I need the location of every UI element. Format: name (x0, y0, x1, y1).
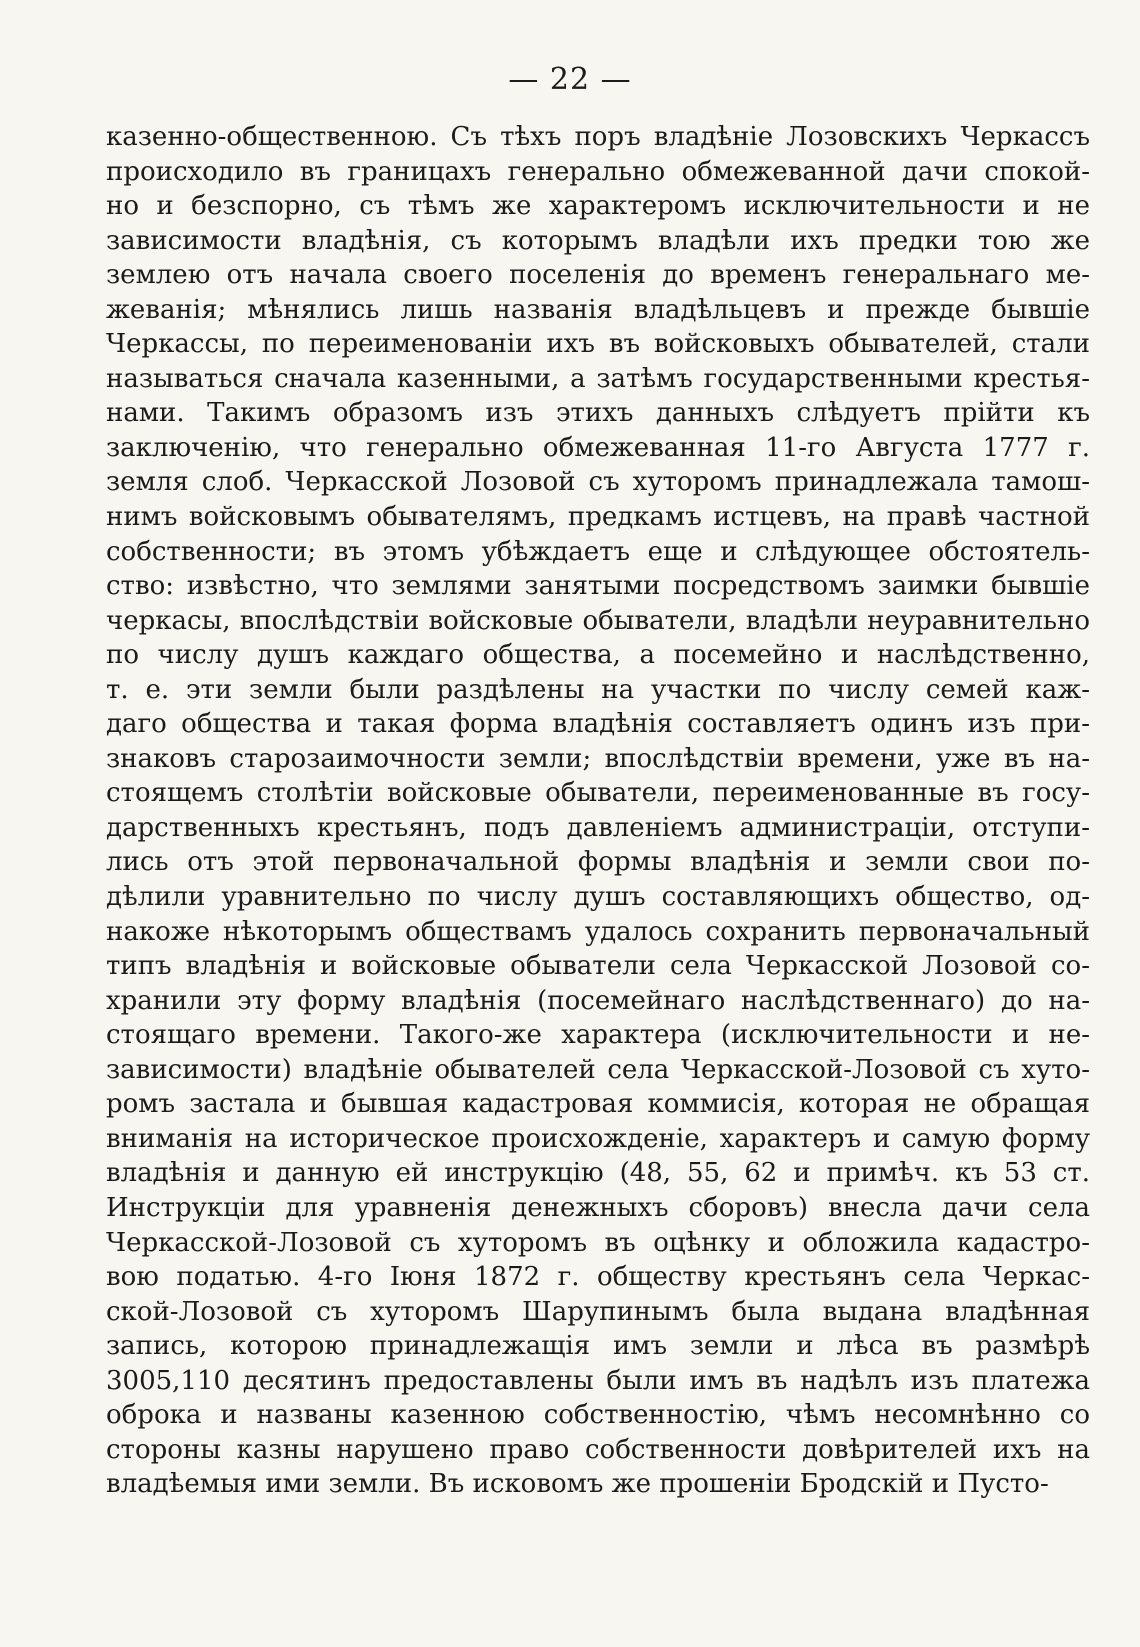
text-line: типъ владѣнія и войсковые обыватели села Черкасской Лозовой со- (106, 951, 1090, 982)
text-line: происходило въ границахъ генерально обмежеванной дачи спокой- (106, 156, 1090, 187)
text-line: стороны казны нарушено право собственности довѣрителей ихъ на (106, 1434, 1090, 1465)
text-line: нами. Такимъ образомъ изъ этихъ данныхъ слѣдуетъ прійти къ (106, 398, 1090, 429)
text-line: землею отъ начала своего поселенія до временъ генеральнаго ме- (106, 260, 1090, 291)
text-line: черкасы, впослѣдствіи войсковые обыватели, владѣли неуравнительно (106, 605, 1090, 636)
text-line: земля слоб. Черкасской Лозовой съ хуторомъ принадлежала тамош- (106, 467, 1090, 498)
text-line: оброка и названы казенною собственностію, чѣмъ несомнѣнно со (106, 1400, 1090, 1431)
text-line: вниманія на историческое происхожденіе, характеръ и самую форму (106, 1123, 1090, 1154)
text-line: вою податью. 4-го Іюня 1872 г. обществу крестьянъ села Черкас- (106, 1262, 1090, 1293)
text-line: владѣнія и данную ей инструкцію (48, 55, 62 и примѣч. къ 53 ст. (106, 1158, 1090, 1189)
text-line: зависимости) владѣніе обывателей села Черкасской-Лозовой съ хуто- (106, 1054, 1090, 1085)
text-line: ской-Лозовой съ хуторомъ Шарупинымъ была выдана владѣнная (106, 1296, 1090, 1327)
text-line: т. е. эти земли были раздѣлены на участки по числу семей каж- (106, 674, 1090, 705)
text-line: 3005,110 десятинъ предоставлены были имъ въ надѣлъ изъ платежа (106, 1365, 1090, 1396)
text-line: запись, которою принадлежащія имъ земли и лѣса въ размѣрѣ (106, 1331, 1090, 1362)
text-line: знаковъ старозаимочности земли; впослѣдствіи времени, уже въ на- (106, 743, 1090, 774)
text-line: хранили эту форму владѣнія (посемейнаго наслѣдственнаго) до на- (106, 985, 1090, 1016)
text-line: стоящемъ столѣтіи войсковые обыватели, переименованные въ госу- (106, 778, 1090, 809)
text-line: стоящаго времени. Такого-же характера (исключительности и не- (106, 1020, 1090, 1051)
text-line: но и безспорно, съ тѣмъ же характеромъ исключительности и не (106, 191, 1090, 222)
text-line: заключенію, что генерально обмежеванная 11-го Августа 1777 г. (106, 432, 1090, 463)
text-line: зависимости владѣнія, съ которымъ владѣли ихъ предки тою же (106, 225, 1090, 256)
text-line: владѣемыя ими земли. Въ исковомъ же прошеніи Бродскій и Пусто- (106, 1469, 1049, 1500)
text-line: называться сначала казенными, а затѣмъ государственными крестья- (106, 363, 1090, 394)
text-line: Черкасской-Лозовой съ хуторомъ въ оцѣнку и обложила кадастро- (106, 1227, 1090, 1258)
text-line: Инструкціи для уравненія денежныхъ сборовъ) внесла дачи села (106, 1192, 1090, 1223)
text-line: ство: извѣстно, что землями занятыми посредствомъ заимки бывшіе (106, 571, 1090, 602)
text-line: лись отъ этой первоначальной формы владѣнія и земли свои по- (106, 847, 1090, 878)
text-line: жеванія; мѣнялись лишь названія владѣльцевъ и прежде бывшіе (106, 294, 1090, 325)
text-line: казенно-общественною. Съ тѣхъ поръ владѣніе Лозовскихъ Черкассъ (106, 122, 1090, 152)
text-line: собственности; въ этомъ убѣждаетъ еще и слѣдующее обстоятель- (106, 536, 1090, 567)
body-text (106, 120, 1090, 1502)
text-line: ромъ застала и бывшая кадастровая коммисія, которая не обращая (106, 1089, 1090, 1120)
text-line: даго общества и такая форма владѣнія составляетъ одинъ изъ при- (106, 709, 1090, 740)
text-line: Черкассы, по переименованіи ихъ въ войсковыхъ обывателей, стали (106, 329, 1090, 360)
text-line: нимъ войсковымъ обывателямъ, предкамъ истцевъ, на правѣ частной (106, 502, 1090, 533)
text-line: по числу душъ каждаго общества, а посемейно и наслѣдственно, (106, 640, 1090, 671)
text-line: дарственныхъ крестьянъ, подъ давленіемъ администраціи, отступи- (106, 812, 1090, 843)
text-line: накоже нѣкоторымъ обществамъ удалось сохранить первоначальный (106, 916, 1090, 947)
page-number: — 22 — (508, 62, 632, 97)
text-line: дѣлили уравнительно по числу душъ составляющихъ общество, од- (106, 882, 1090, 913)
